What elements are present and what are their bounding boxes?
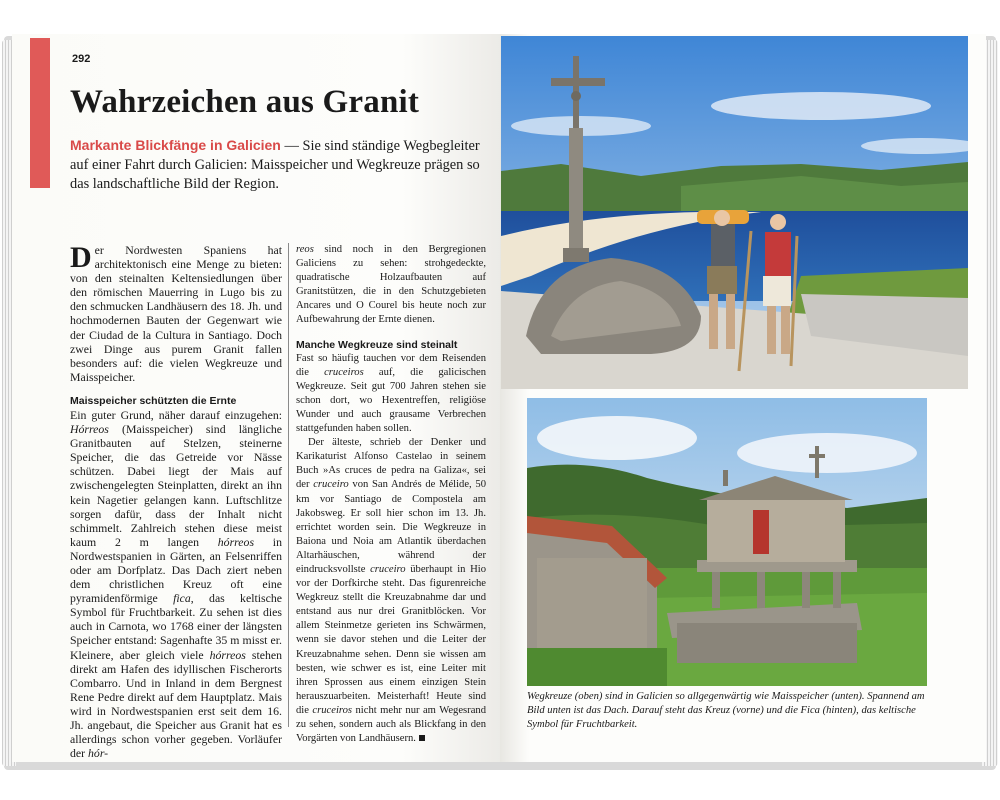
subhead-maisspeicher: Maisspeicher schützten die Ernte	[70, 394, 237, 407]
text-column-2	[296, 243, 486, 746]
end-of-article-mark	[419, 735, 425, 741]
continued-paragraph: reos sind noch in den Bergregionen Galiciens zu sehen: strohgedeckte, quadratische Holzaufbauten auf Granitstützen, die in den Schutzgebieten Ancares und O Courel bis heute noch zur Aufbewahrung der Ernte dienen.	[296, 244, 486, 326]
text-column-1	[70, 243, 282, 760]
lead-paragraph	[70, 136, 480, 194]
photo-caption: Wegkreuze (oben) sind in Galicien so allgegenwärtig wie Maisspeicher (unten). Spannend am Bild unten ist das Dach. Darauf steht das Kreuz (vorne) und die Fica (hinten), das keltische Symbol für Fruchtbarkeit.	[527, 691, 925, 730]
wegkreuze-paragraph: Fast so häufig tauchen vor dem Reisenden die cruceiros auf, die galicischen Wegkreuze. Seit gut 700 Jahren stehen sie schon dort, wo Hexentreffen, religiöse Wunder und auch grausame Verbrechen stattgefunden haben sollen.	[296, 352, 486, 435]
photo-stone-cross-pilgrims	[501, 36, 968, 389]
lead-text: — Sie sind ständige Wegbegleiter auf einer Fahrt durch Galicien: Maisspeicher und Wegkreuze prägen so das landschaftliche Bild der Region.	[70, 138, 480, 192]
drop-cap: D	[70, 241, 92, 274]
lead-heading: Markante Blickfänge in Galicien	[70, 137, 281, 153]
page-title: Wahrzeichen aus Granit	[70, 84, 420, 120]
castelao-paragraph: Der älteste, schrieb der Denker und Karikaturist Alfonso Castelao in seinem Buch »As cruces de pedra na Galiza«, sei der cruceiro von San Andrés de Mélide, 50 km vor Santiago de Compostela am Jakobsweg. Er soll hier schon im 13. Jh. errichtet worden sein. Die Wegkreuze in Baiona und Noia am Atlantik überdachen Altarhäuschen, während der eindrucksvollste cruceiro überhaupt in Hio vor der Dorfkirche steht. Das figurenreiche Wegkreuz stellt die Kreuzabnahme dar und entstand aus nur drei Granitblöcken. Vor allem Steinmetze gerieten ins Schwärmen, wenn sie davor stehen und die Leiter der Kreuzabnahme sehen. Denn sie wissen am besten, wie schwer es ist, eine Leiter mit ihren Sprossen aus einem einzigen Stein herauszuarbeiten. Meisterhaft! Heute sind die cruceiros nicht mehr nur am Wegesrand zu sehen, sondern auch als Blickfang in den Vorgärten von Landhäusern.	[296, 437, 486, 745]
intro-paragraph: Der Nordwesten Spaniens hat architektonisch eine Menge zu bieten: von den steinalten Keltensiedlungen über den römischen Mauerring in Lugo bis zu den schmucken Landhäusern des 18. Jh. und hochmodernen Bauten der Gegenwart wie der Ciudad de la Cultura in Santiago. Doch zwei Dinge aus purem Granit fallen besonders auf: die vielen Wegkreuze und Maisspeicher.	[70, 241, 282, 384]
subhead-wegkreuze: Manche Wegkreuze sind steinalt	[296, 338, 458, 351]
photo-horreo-granary	[527, 398, 927, 686]
page-number: 292	[72, 53, 91, 65]
column-divider	[288, 243, 289, 727]
body-paragraph: Ein guter Grund, näher darauf einzugehen: Hórreos (Maisspeicher) sind längliche Granitbauten auf Stelzen, steinerne Speicher, die das Getreide vor Nässe schützen. Dabei liegt der Mais auf zwischengelegten Steinplatten, direkt an ihn kein Nagetier gelangen kann. Luftschlitze sorgen dafür, dass der Inhalt nicht schimmelt. Zahlreich stehen diese meist kaum 2 m langen hórreos in Nordwestspanien in Gärten, an Felsenriffen oder am Dorfplatz. Das Dach ziert neben dem christlichen Kreuz oft eine pyramidenförmige fica, das keltische Symbol für Fruchtbarkeit. Zu sehen ist dies auch in Carnota, wo 1768 einer der längsten Speicher entstand: Sagenhafte 35 m misst er. Kleinere, aber gleich viele hórreos stehen direkt am Hafen des idyllischen Fischerorts Combarro. Und in Inland in dem Bergnest Rene Pedre direkt auf dem Hauptplatz. Mais wird in Nordwestspanien erst seit dem 16. Jh. angebaut, die Speicher aus Granit hat es allerdings schon vorher gegeben. Vorläufer der hór-	[70, 407, 283, 761]
accent-bar	[30, 38, 50, 188]
